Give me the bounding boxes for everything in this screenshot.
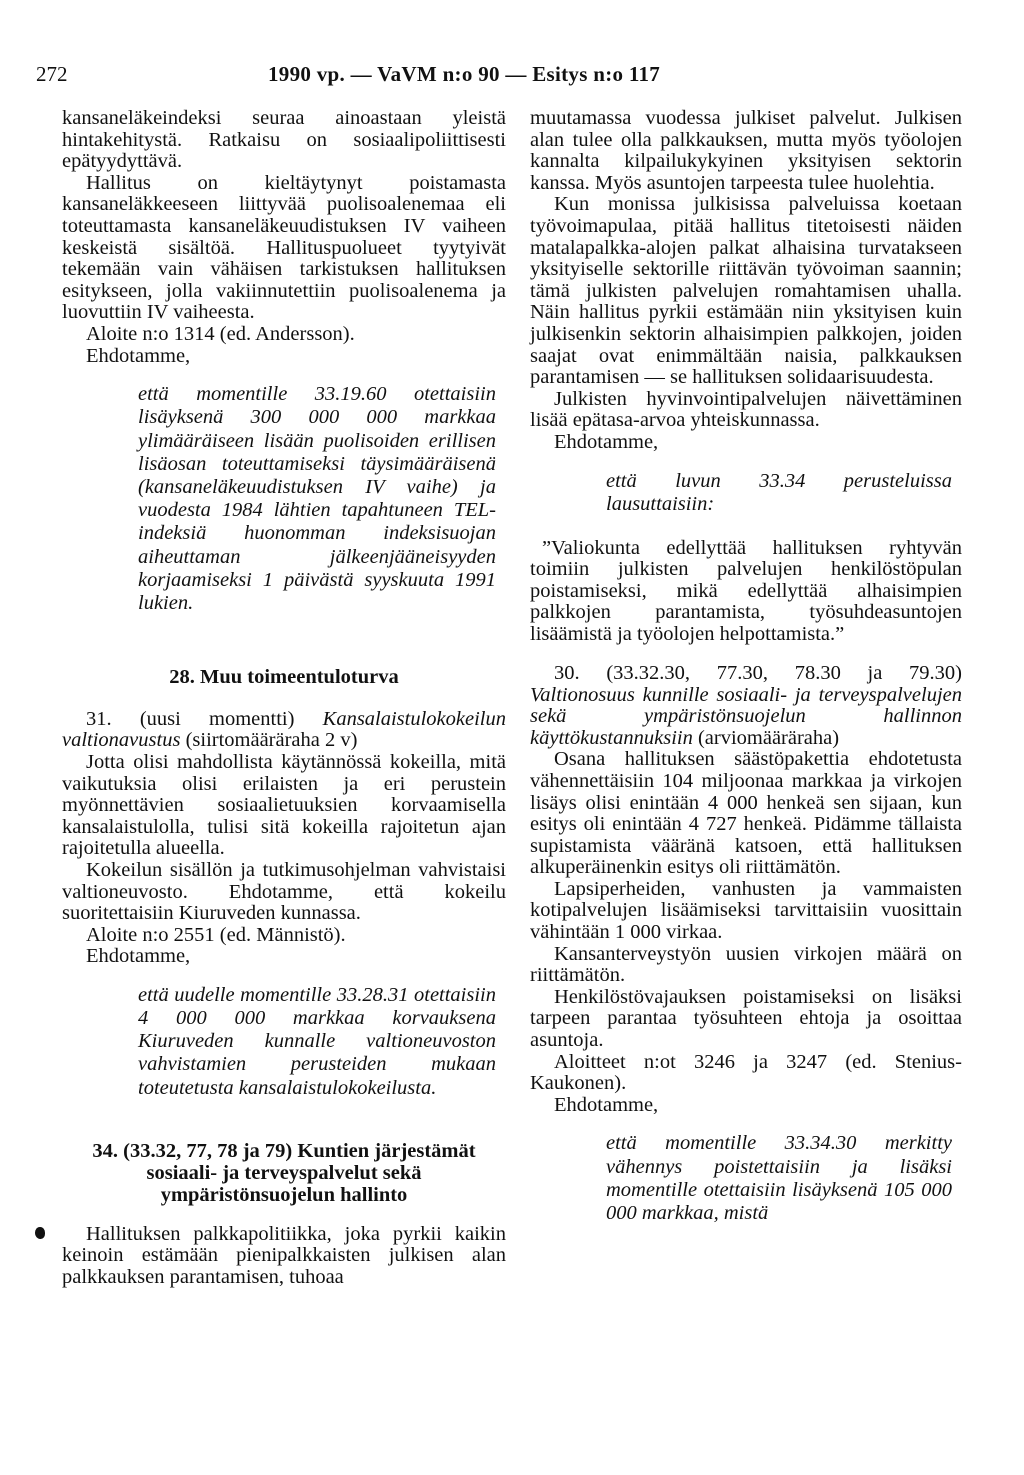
- paragraph: Julkisten hyvinvointipalvelujen näivettäminen lisää epätasa-arvoa yhteiskunnassa.: [530, 387, 962, 432]
- motion-text: että momentille 33.19.60 otettaisiin lisäyksenä 300 000 000 markkaa ylimääräiseen lisään puolisoiden erillisen lisäosan toteuttamiseksi täysimääräisenä (kansaneläkeuudistuksen IV vaihe) ja vuodesta 1984 lähtien tapahtuneen TEL-indeksiä huonomman indeksisuojan aiheuttaman jälkeenjääneisyyden korjaamiseksi 1 päivästä syyskuuta 1991 lukien.: [138, 383, 496, 614]
- margin-mark: [35, 1227, 45, 1239]
- paragraph: kansaneläkeindeksi seuraa ainoastaan yleistä hintakehitystä. Ratkaisu on sosiaalipoliittisesti epätyydyttävä.: [62, 107, 506, 173]
- item-title: Kansalaistulokokeilun valtionavustus: [62, 707, 506, 752]
- item-heading: [62, 709, 506, 752]
- proposal-intro: Ehdotamme,: [554, 430, 659, 453]
- item-number: 31. (uusi momentti): [86, 707, 323, 730]
- paragraph: muutamassa vuodessa julkiset palvelut. Julkisen alan tulee olla palkkauksen, mutta myös työolojen kannalta kilpailukykyinen yksityisen sektorin kanssa. Myös asuntojen tarpeesta tulee huolehtia.: [530, 107, 962, 194]
- proposal-intro: Ehdotamme,: [86, 344, 191, 367]
- section-heading: 34. (33.32, 77, 78 ja 79) Kuntien järjestämät sosiaali- ja terveyspalvelut sekä ympäristönsuojelun hallinto: [92, 1139, 476, 1206]
- initiative-reference: Aloitteet n:ot 3246 ja 3247 (ed. Stenius-Kaukonen).: [530, 1050, 962, 1095]
- motion-text: että momentille 33.34.30 merkitty vähennys poistettaisiin ja lisäksi momentille otettaisiin lisäyksenä 105 000 000 markkaa, mistä: [606, 1132, 952, 1225]
- proposal-intro: Ehdotamme,: [86, 945, 191, 968]
- paragraph: Kansanterveystyön uusien virkojen määrä on riittämätön.: [530, 942, 962, 987]
- paragraph: Osana hallituksen säästöpakettia ehdotetusta vähennettäisiin 104 miljoonaa markkaa ja virkojen lisäys olisi enintään 4 000 henkeä sen sijaan, kun esitys oli enintään 4 727 henkeä. Pidämme tällaista supistamista vääränä katsoen, että hallituksen alkuperäinenkin esitys oli riittämätön.: [530, 748, 962, 879]
- running-title: 1990 vp. — VaVM n:o 90 — Esitys n:o 117: [268, 62, 661, 86]
- quoted-statement: ”Valiokunta edellyttää hallituksen ryhtyvän toimiin julkisten palvelujen henkilöstöpulan poistamiseksi, mikä edellyttää alhaisimpien palkkojen parantamista, työsuhdeasuntojen lisäämistä ja työolojen helpottamista.”: [530, 536, 962, 645]
- paragraph: Hallitus on kieltäytynyt poistamasta kansaneläkkeeseen liittyvää puolisoalenemaa eli toteuttamasta kansaneläkeuudistuksen IV vaiheen keskeistä sisältöä. Hallituspuolueet tyytyivät tekemään vain vähäisen tarkistuksen hallituksen esitykseen, jolla vakiinnutettiin puolisoalenema ja luovuttiin IV vaiheesta.: [62, 171, 506, 324]
- paragraph: [62, 1224, 506, 1289]
- paragraph: Lapsiperheiden, vanhusten ja vammaisten kotipalvelujen lisäämiseksi tarvittaisiin vuosittain vähintään 1 000 virkaa.: [530, 877, 962, 944]
- item-appropriation: (arviomääräraha): [692, 726, 840, 749]
- right-column: [530, 108, 962, 1225]
- paragraph: Kun monissa julkisissa palveluissa koetaan työvoimapulaa, pitää hallitus titetoisesti näiden matalapalkka-alojen palkat alhaisina turvatakseen yksityiselle sektorille riittävän työvoiman saannin; tämä julkisten palvelujen romahtamisen uhalla. Näin hallitus pyrkii estämään niin yksityisen kuin julkisenkin sektorin alhaisimpien palkkojen, joiden saajat ovat enimmältään naisia, palkkauksen parantamisen — se hallituksen solidaarisuudesta.: [530, 193, 962, 389]
- paragraph: Kokeilun sisällön ja tutkimusohjelman vahvistaisi valtioneuvosto. Ehdotamme, että kokeilu suoritettaisiin Kiuruveden kunnassa.: [62, 858, 506, 925]
- page-number: 272: [36, 62, 68, 86]
- item-appropriation: (siirtomääräraha 2 v): [180, 729, 358, 752]
- paragraph: Jotta olisi mahdollista käytännössä kokeilla, mitä vaikutuksia olisi erilaisten ja eri perustein myönnettävien sosiaalietuuksien korvaamisella kansalaistulolla, tulisi sitä kokeilla rajoitetun ajan rajoitetulla alueella.: [62, 750, 506, 860]
- paragraph: Henkilöstövajauksen poistamiseksi on lisäksi tarpeen parantaa työsuhteen ehtoja ja osoittaa asuntoja.: [530, 985, 962, 1052]
- initiative-reference: Aloite n:o 2551 (ed. Männistö).: [86, 923, 346, 946]
- page-header: [0, 62, 1024, 92]
- motion-text: että uudelle momentille 33.28.31 otettaisiin 4 000 000 markkaa korvauksena Kiuruveden kunnalle valtioneuvoston vahvistamien perusteiden mukaan toteutetusta kansalaistulokokeilusta.: [138, 983, 496, 1099]
- paragraph-text: Hallituksen palkkapolitiikka, joka pyrkii kaikin keinoin estämään pienipalkkaisten julkisen alan palkkauksen parantamisen, tuhoaa: [62, 1222, 506, 1289]
- item-number: 30. (33.32.30, 77.30, 78.30 ja 79.30): [554, 661, 962, 684]
- left-column: [62, 108, 506, 1289]
- proposal-intro: Ehdotamme,: [554, 1093, 659, 1116]
- item-heading: [530, 663, 962, 749]
- section-heading: 28. Muu toimeentuloturva: [169, 666, 399, 689]
- initiative-reference: Aloite n:o 1314 (ed. Andersson).: [86, 322, 355, 345]
- motion-text: että luvun 33.34 perusteluissa lausuttaisiin:: [606, 469, 952, 515]
- item-title: Valtionosuus kunnille sosiaali- ja terveyspalvelujen sekä ympäristönsuojelun hallinnon käyttökustannuksiin: [530, 683, 962, 749]
